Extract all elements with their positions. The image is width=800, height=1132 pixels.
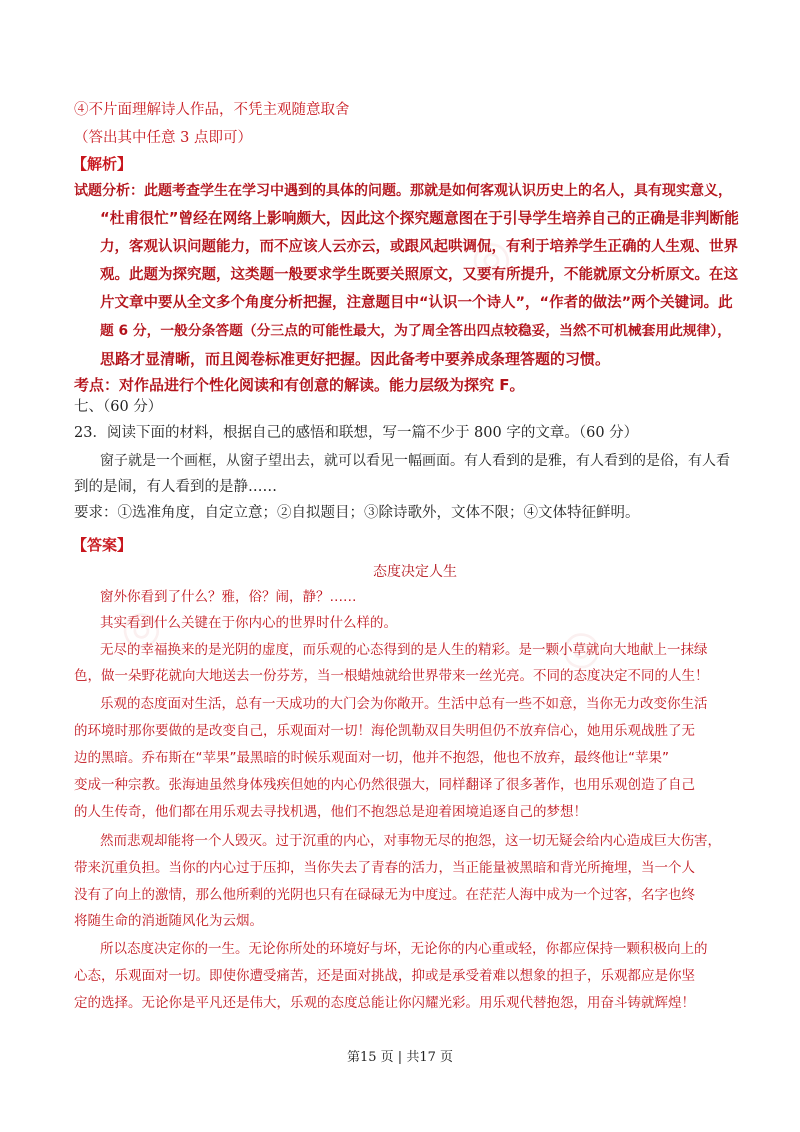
essay-line: 其实看到什么关键在于你内心的世界时什么样的。 — [100, 615, 397, 631]
essay-line: 色，做一朵野花就向大地送去一份芬芳，当一根蜡烛就给世界带来一丝光亮。不同的态度决定不同的人生！ — [74, 668, 709, 684]
essay-line: 边的黑暗。乔布斯在“苹果”最黑暗的时候乐观面对一切，他并不抱怨，他也不放弃，最终他让“苹果” — [74, 750, 669, 766]
essay-line: 所以态度决定你的一生。无论你所处的环境好与坏，无论你的内心重或轻，你都应保持一颗积极向上的 — [100, 941, 708, 957]
analysis-line: 思路才显清晰，而且阅卷标准更好把握。因此备考中要养成条理答题的习惯。 — [100, 350, 611, 368]
essay-line: 定的选择。无论你是平凡还是伟大，乐观的态度总能让你闪耀光彩。用乐观代替抱怨，用奋斗铸就辉煌！ — [74, 995, 695, 1011]
essay-line: 然而悲观却能将一个人毁灭。过于沉重的内心，对事物无尽的抱怨，这一切无疑会给内心造成巨大伤害， — [100, 833, 721, 849]
requirements-text: 要求：①选准角度，自定立意；②自拟题目；③除诗歌外，文体不限；④文体特征鲜明。 — [74, 505, 640, 521]
analysis-line: 力，客观认识问题能力，而不应该人云亦云，或跟风起哄调侃，有利于培养学生正确的人生观、世界 — [100, 239, 738, 255]
watermark-logo: ◎ — [461, 224, 519, 290]
essay-title: 态度决定人生 — [373, 564, 457, 580]
essay-line: 心态，乐观面对一切。即使你遭受痛苦，还是面对挑战，抑或是承受着难以想象的担子，乐观都应是你坚 — [74, 968, 695, 984]
essay-line: 带来沉重负担。当你的内心过于压抑，当你失去了青春的活力，当正能量被黑暗和背光所掩埋，当一个人 — [74, 860, 695, 876]
analysis-line: 试题分析：此题考查学生在学习中遇到的具体的问题。那就是如何客观认识历史上的名人，具有现实意义， — [74, 183, 732, 199]
essay-line: 乐观的态度面对生活，总有一天成功的大门会为你敞开。生活中总有一些不如意，当你无力改变你生活 — [100, 696, 708, 712]
answer-note: （答出其中任意 3 点即可） — [74, 130, 252, 146]
analysis-line: 片文章中要从全文多个角度分析把握，注意题目中“认识一个诗人”，“作者的做法”两个关键词。此 — [100, 295, 733, 311]
question-text: 23．阅读下面的材料，根据自己的感悟和联想，写一篇不少于 800 字的文章。（60 分） — [74, 425, 639, 441]
essay-line: 窗外你看到了什么？雅，俗？闹，静？…… — [100, 589, 357, 605]
analysis-header: 【解析】 — [72, 155, 133, 173]
analysis-kaodian: 考点：对作品进行个性化阅读和有创意的解读。能力层级为探究 F。 — [74, 376, 525, 394]
page-footer: 第15 页 | 共17 页 — [347, 1050, 453, 1065]
essay-line: 将随生命的消逝随风化为云烟。 — [74, 913, 263, 929]
essay-line: 无尽的幸福换来的是光阴的虚度，而乐观的心态得到的是人生的精彩。是一颗小草就向大地献上一抹绿 — [100, 642, 708, 658]
essay-line: 的人生传奇，他们都在用乐观去寻找机遇，他们不抱怨总是迎着困境追逐自己的梦想！ — [74, 804, 587, 820]
answer-point-4: ④不片面理解诗人作品，不凭主观随意取舍 — [74, 102, 350, 118]
analysis-line: 观。此题为探究题，这类题一般要求学生既要关照原文，又要有所提升，不能就原文分析原文。在这 — [100, 267, 738, 283]
essay-line: 没有了向上的激情，那么他所剩的光阴也只有在碌碌无为中度过。在茫茫人海中成为一个过客，名字也终 — [74, 887, 695, 903]
watermark-logo: ◎ — [111, 594, 169, 660]
section-heading: 七、（60 分） — [74, 399, 163, 415]
essay-line: 变成一种宗教。张海迪虽然身体残疾但她的内心仍然很强大，同样翻译了很多著作，也用乐观创造了自己 — [74, 777, 695, 793]
answer-header: 【答案】 — [72, 536, 133, 554]
watermark-logo: ◎ — [551, 614, 609, 680]
analysis-line: 题 6 分，一般分条答题（分三点的可能性最大，为了周全答出四点较稳妥，当然不可机械套用此规律）， — [100, 323, 732, 339]
essay-line: 的环境时那你要做的是改变自己，乐观面对一切！海伦凯勒双目失明但仍不放弃信心，她用乐观战胜了无 — [74, 723, 695, 739]
material-text: 窗子就是一个画框，从窗子望出去，就可以看见一幅画面。有人看到的是雅，有人看到的是俗，有人看 — [100, 453, 730, 469]
material-text: 到的是闹，有人看到的是静…… — [74, 479, 277, 495]
analysis-line: “杜甫很忙”曾经在网络上影响颇大，因此这个探究题意图在于引导学生培养自己的正确是非判断能 — [100, 210, 739, 227]
